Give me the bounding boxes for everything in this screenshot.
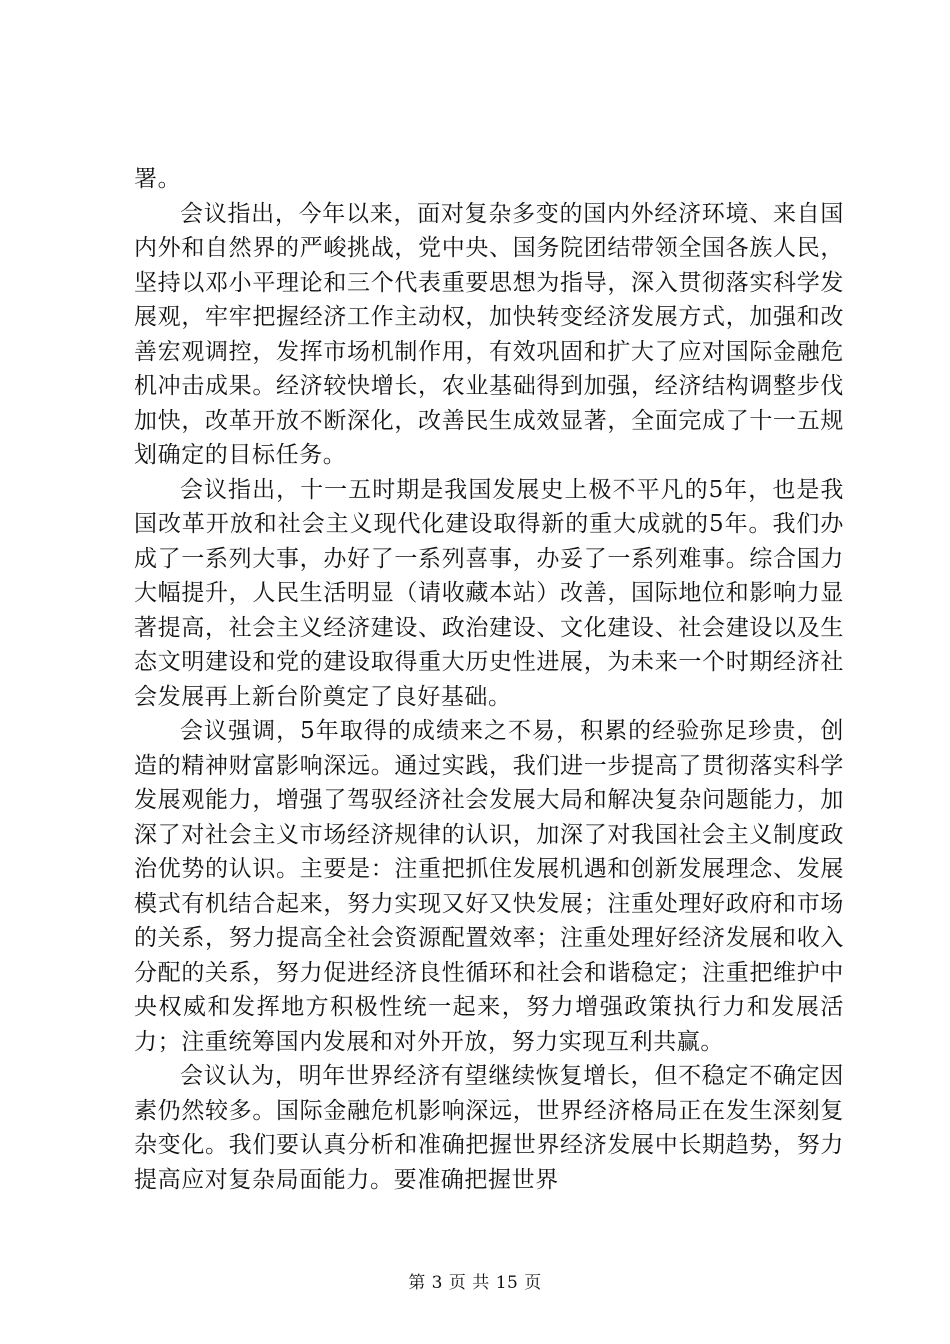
page-number-footer: 第 3 页 共 15 页 <box>408 1273 542 1293</box>
paragraph-meeting-believes: 会议认为，明年世界经济有望继续恢复增长，但不稳定不确定因素仍然较多。国际金融危机影响深远，世界经济格局正在发生深刻复杂变化。我们要认真分析和准确把握世界经济发展中长期趋势，努力提高应对复杂局面能力。要准确把握世界 <box>134 1063 844 1193</box>
paragraph-continuation: 署。 <box>134 166 182 192</box>
paragraph-meeting-stressed: 会议强调，5年取得的成绩来之不易，积累的经验弥足珍贵，创造的精神财富影响深远。通过实践，我们进一步提高了贯彻落实科学发展观能力，增强了驾驭经济社会发展大局和解决复杂问题能力，加深了对社会主义市场经济规律的认识，加深了对我国社会主义制度政治优势的认识。主要是：注重把抓住发展机遇和创新发展理念、发展模式有机结合起来，努力实现又好又快发展；注重处理好政府和市场的关系，努力提高全社会资源配置效率；注重处理好经济发展和收入分配的关系，努力促进经济良性循环和社会和谐稳定；注重把维护中央权威和发挥地方积极性统一起来，努力增强政策执行力和发展活力；注重统筹国内发展和对外开放，努力实现互利共赢。 <box>134 718 844 1055</box>
document-body <box>134 162 844 1197</box>
paragraph-meeting-noted-this-year: 会议指出，今年以来，面对复杂多变的国内外经济环境、来自国内外和自然界的严峻挑战，党中央、国务院团结带领全国各族人民，坚持以邓小平理论和三个代表重要思想为指导，深入贯彻落实科学发展观，牢牢把握经济工作主动权，加快转变经济发展方式，加强和改善宏观调控，发挥市场机制作用，有效巩固和扩大了应对国际金融危机冲击成果。经济较快增长，农业基础得到加强，经济结构调整步伐加快，改革开放不断深化，改善民生成效显著，全面完成了十一五规划确定的目标任务。 <box>134 200 844 468</box>
paragraph-eleventh-five-year-period: 会议指出，十一五时期是我国发展史上极不平凡的5年，也是我国改革开放和社会主义现代化建设取得新的重大成就的5年。我们办成了一系列大事，办好了一系列喜事，办妥了一系列难事。综合国力大幅提升，人民生活明显（请收藏本站）改善，国际地位和影响力显著提高，社会主义经济建设、政治建设、文化建设、社会建设以及生态文明建设和党的建设取得重大历史性进展，为未来一个时期经济社会发展再上新台阶奠定了良好基础。 <box>134 476 844 710</box>
